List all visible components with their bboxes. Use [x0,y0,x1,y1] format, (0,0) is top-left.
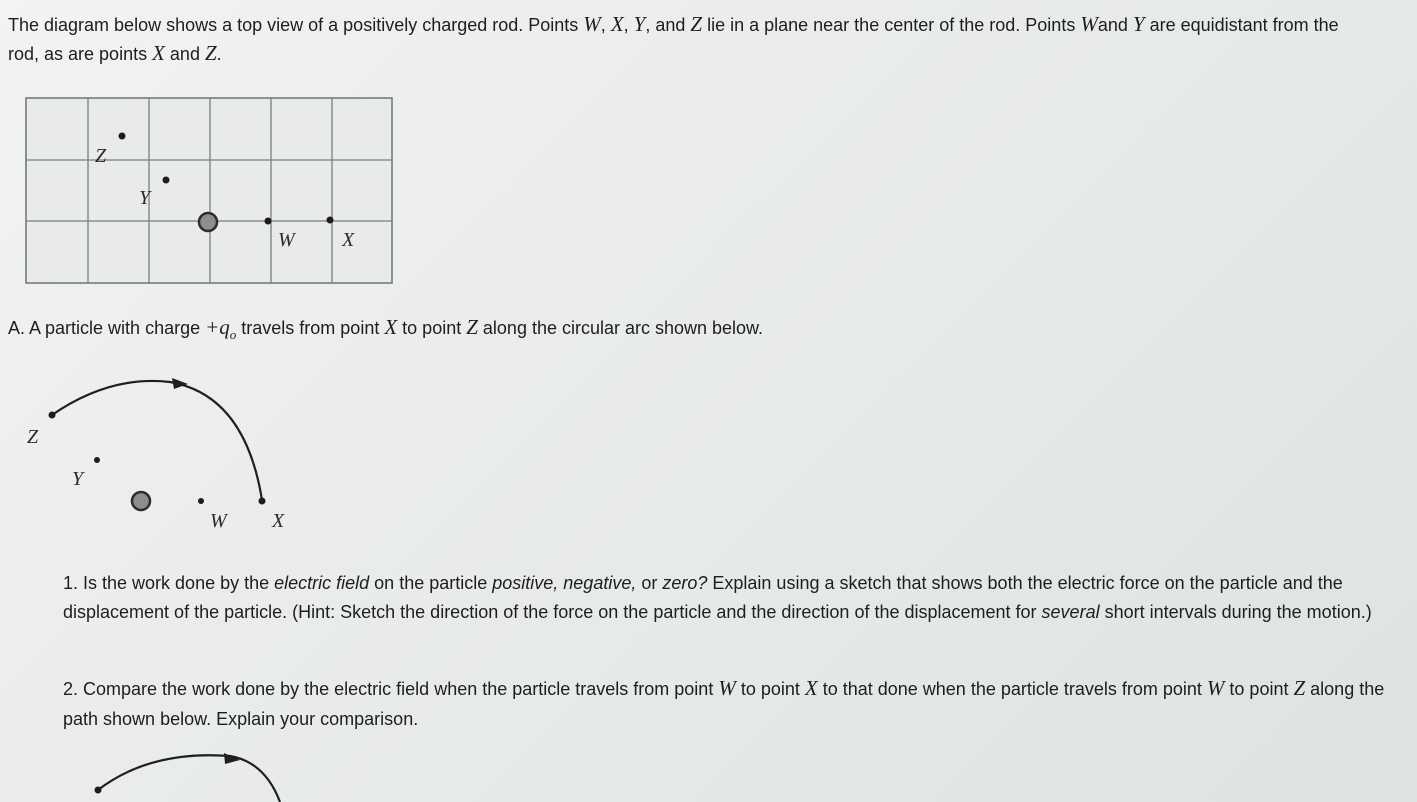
part-a-text [8,313,1008,349]
arc-arrowhead [172,378,188,389]
point-Y-dot [163,177,170,184]
label-Y: Y [139,187,151,209]
math-W: W [718,676,736,700]
question-text: short intervals during the motion.) [1099,602,1372,622]
math-X: X [610,12,624,36]
label-Z: Z [27,426,39,448]
part-a-text: travels from point [236,318,385,338]
emphasis: several [1041,602,1100,622]
charged-rod [199,213,217,231]
part-a-text: along the circular arc shown below. [477,318,764,338]
intro-text: are equidistant from the rod, as are points [8,15,1339,64]
question-text: to point [735,679,805,699]
point-dot [95,787,102,794]
charge-symbol [205,315,237,343]
math-Z: Z [1293,676,1306,700]
math-W: W [583,12,601,36]
question-text: 1. Is the work done by the [63,573,275,593]
label-Y: Y [72,468,84,490]
point-Z-dot [49,412,56,419]
intro-comma: , [600,15,611,35]
intro-text: , and [645,15,691,35]
grid-frame [26,98,392,283]
charge-q: +q [205,315,230,339]
question-text: or [636,573,663,593]
charge-subscript: o [229,327,237,343]
intro-text: and [1097,15,1133,35]
question-1 [63,569,1403,627]
part-a-text: A. A particle with charge [8,318,206,338]
question-text: 2. Compare the work done by the electric field when the particle travels from point [63,679,719,699]
point-W-dot [198,498,204,504]
arc-path [98,755,280,802]
arc-path [52,381,262,500]
intro-text: The diagram below shows a top view of a positively charged rod. Points [8,15,584,35]
intro-text: lie in a plane near the center of the rod. Points [702,15,1081,35]
arc-diagram [20,370,320,540]
question-text: to point [1224,679,1294,699]
arc-diagram-partial [80,748,300,802]
math-Y: Y [633,12,646,36]
math-X: X [384,315,398,339]
point-Z-dot [119,133,126,140]
point-X-dot [259,498,266,505]
emphasis: zero? [662,573,708,593]
label-W: W [210,510,227,532]
question-text: on the particle [369,573,493,593]
math-W: W [1080,12,1098,36]
math-Y: Y [1132,12,1145,36]
question-text: Explain using a sketch that shows both the electric force on the particle and the displacement of the particle. (Hint: Sketch the direction of the force on the particle and the direction of the displacement for [63,573,1343,622]
intro-comma: , [623,15,634,35]
math-Z: Z [690,12,703,36]
label-X: X [272,510,285,532]
math-X: X [804,676,818,700]
math-Z: Z [204,41,217,65]
charged-rod [132,492,150,510]
point-X-dot [327,217,334,224]
math-Z: Z [466,315,478,339]
intro-paragraph [8,10,1348,68]
emphasis: positive, negative, [492,573,637,593]
point-Y-dot [94,457,100,463]
label-X: X [342,229,355,251]
question-2 [63,673,1403,734]
label-W: W [278,229,295,251]
math-W: W [1206,676,1225,700]
label-Z: Z [95,145,107,167]
point-W-dot [265,218,272,225]
grid-diagram [22,96,396,286]
part-a-text: to point [397,318,467,338]
emphasis: electric field [274,573,370,593]
math-X: X [152,41,165,65]
question-text: to that done when the particle travels from point [817,679,1207,699]
intro-text: . [216,44,222,64]
intro-text: and [164,44,205,64]
question-text: along the path shown below. Explain your comparison. [63,679,1385,729]
